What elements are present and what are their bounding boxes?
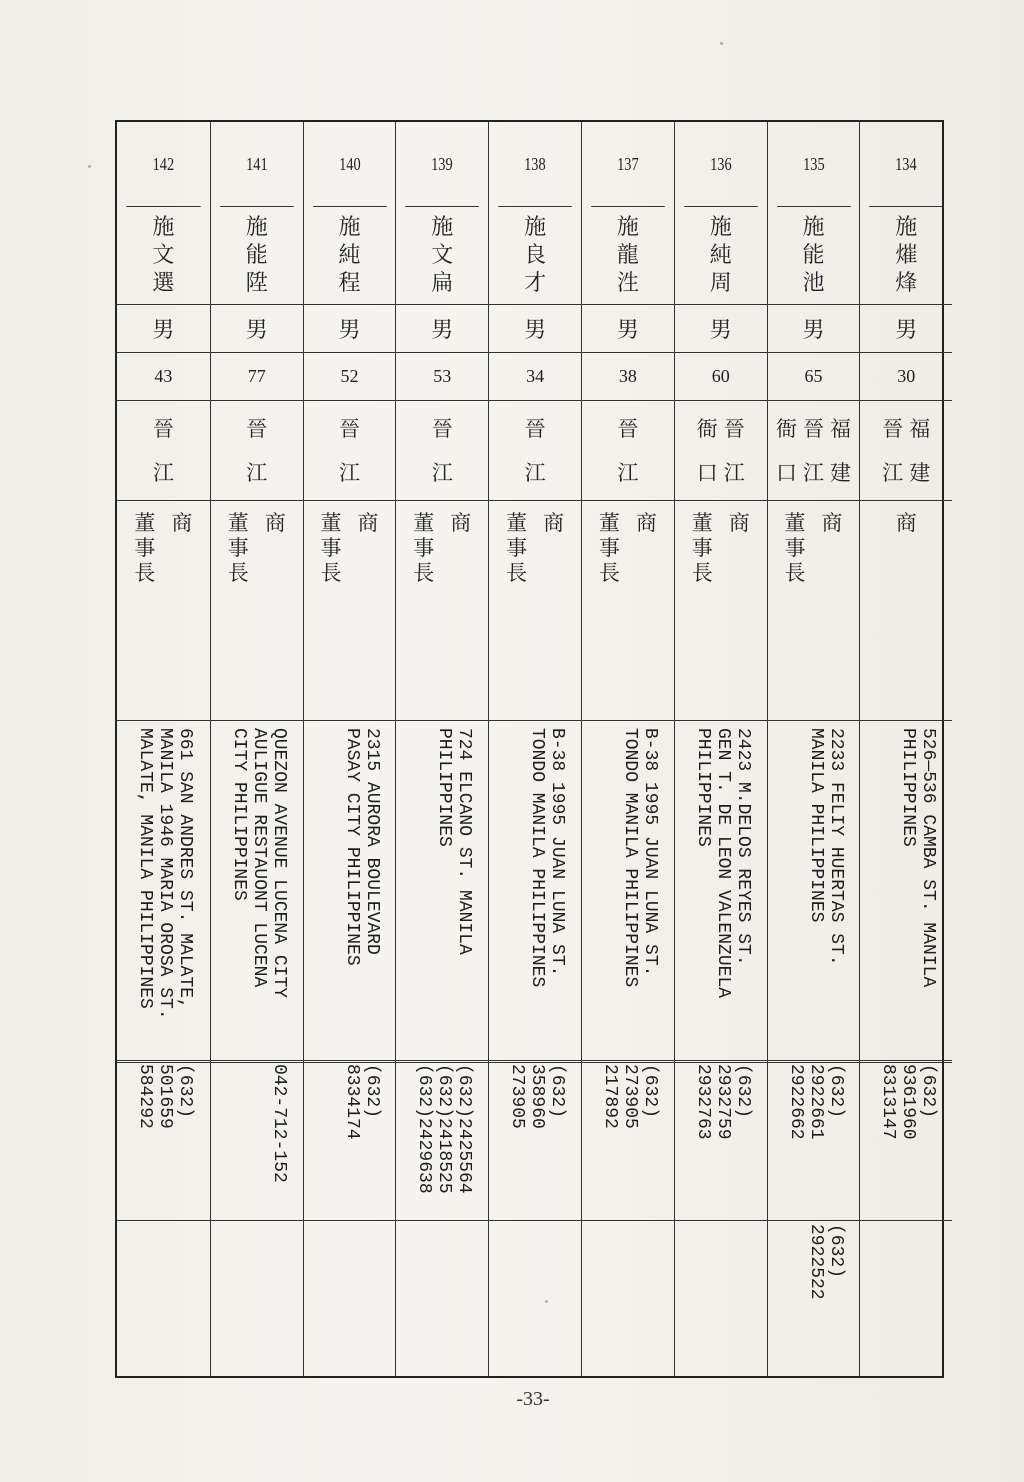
occupation-char: 董 — [598, 511, 620, 535]
occupation-column — [543, 511, 564, 536]
name-char: 施 — [895, 214, 918, 240]
text-line: (632) — [547, 1064, 568, 1119]
member-phone — [269, 1064, 289, 1183]
origin-char: 江 — [723, 460, 745, 485]
name-char: 熣 — [895, 242, 918, 268]
text-line: 2932759 — [712, 1064, 733, 1140]
table-row — [117, 122, 210, 1376]
name-char: 施 — [616, 214, 639, 240]
member-origin — [211, 401, 303, 501]
name-char: 池 — [802, 270, 825, 296]
member-age: 43 — [117, 353, 210, 401]
occupation-column — [134, 511, 155, 586]
occupation-char: 事 — [691, 536, 713, 560]
occupation-char: 董 — [413, 511, 435, 535]
text-line: QUEZON AVENUE LUCENA CITY — [268, 728, 289, 999]
text-line: (632) — [361, 1064, 382, 1119]
name-char: 文 — [431, 242, 454, 268]
name-char: 程 — [338, 270, 361, 296]
text-line: TONDO MANILA PHILIPPINES — [620, 728, 640, 988]
text-line: MALATE, MANILA PHILIPPINES — [135, 728, 155, 1009]
member-phone — [507, 1064, 567, 1129]
member-sex: 男 — [582, 305, 674, 353]
row-divider — [117, 1220, 210, 1221]
name-char: 施 — [802, 214, 825, 240]
member-address — [342, 728, 382, 966]
name-char: 純 — [709, 242, 732, 268]
origin-char: 福 — [909, 416, 931, 441]
name-char: 泩 — [616, 270, 639, 296]
origin-char: 晉 — [338, 416, 360, 441]
member-address — [806, 728, 846, 966]
text-line: MANILA PHILIPPINES — [805, 728, 826, 923]
row-divider — [860, 1220, 952, 1221]
text-line: (632) — [825, 1224, 846, 1279]
row-divider — [582, 1062, 674, 1063]
occupation-char: 董 — [506, 511, 528, 535]
member-phone — [342, 1064, 382, 1140]
member-origin — [768, 401, 860, 501]
occupation-char: 長 — [598, 561, 620, 585]
origin-column — [803, 417, 824, 485]
row-divider — [489, 1062, 581, 1063]
row-divider — [117, 1062, 210, 1063]
occupation-char: 董 — [227, 511, 249, 535]
text-line: PHILIPPINES — [434, 728, 455, 847]
occupation-char: 長 — [691, 561, 713, 585]
text-line: MANILA 1946 MARIA OROSA ST. — [155, 728, 175, 1020]
row-number: 138 — [498, 122, 571, 207]
occupation-char: 商 — [895, 511, 917, 535]
name-char: 能 — [802, 242, 825, 268]
row-number: 142 — [126, 122, 200, 207]
occupation-char: 長 — [134, 561, 156, 585]
name-char: 純 — [338, 242, 361, 268]
origin-column — [246, 417, 267, 485]
member-occupation — [582, 501, 674, 721]
member-sex: 男 — [860, 305, 952, 353]
row-divider — [675, 1062, 767, 1063]
member-sex: 男 — [489, 305, 581, 353]
member-origin — [675, 401, 767, 501]
text-line: 9361960 — [898, 1064, 919, 1140]
occupation-char: 商 — [728, 511, 750, 535]
occupation-char: 事 — [413, 536, 435, 560]
origin-char: 晉 — [246, 416, 268, 441]
text-line: GEN T. DE LEON VALENZUELA — [712, 728, 733, 999]
row-divider — [768, 1220, 860, 1221]
occupation-char: 事 — [320, 536, 342, 560]
occupation-column — [228, 511, 249, 586]
text-line: (632)2429638 — [414, 1064, 435, 1194]
row-number: 140 — [313, 122, 386, 207]
origin-column — [432, 417, 453, 485]
row-divider — [860, 1062, 952, 1063]
name-char: 良 — [524, 242, 547, 268]
name-char: 施 — [524, 214, 547, 240]
member-name — [489, 207, 581, 305]
name-char: 施 — [152, 214, 175, 240]
occupation-column — [506, 511, 527, 586]
occupation-column — [729, 511, 750, 536]
member-sex: 男 — [396, 305, 488, 353]
origin-char: 口 — [775, 460, 797, 485]
origin-char: 晉 — [882, 416, 904, 441]
text-line: 273905 — [620, 1064, 640, 1129]
row-number: 135 — [777, 122, 850, 207]
name-char: 陞 — [245, 270, 268, 296]
occupation-column — [265, 511, 286, 536]
text-line: PHILIPPINES — [692, 728, 713, 847]
name-char: 施 — [245, 214, 268, 240]
member-age: 52 — [304, 353, 396, 401]
origin-char: 江 — [617, 460, 639, 485]
text-line: 2315 AURORA BOULEVARD — [361, 728, 382, 955]
member-name — [117, 207, 210, 305]
origin-char: 衙 — [775, 416, 797, 441]
member-phone — [786, 1064, 846, 1140]
occupation-column — [171, 511, 192, 536]
row-number: 139 — [406, 122, 479, 207]
member-age: 60 — [675, 353, 767, 401]
name-char: 選 — [152, 270, 175, 296]
member-name — [396, 207, 488, 305]
occupation-char: 董 — [134, 511, 156, 535]
row-divider — [582, 1220, 674, 1221]
member-address — [693, 728, 753, 998]
occupation-char: 事 — [598, 536, 620, 560]
occupation-char: 事 — [134, 536, 156, 560]
member-address — [135, 728, 195, 1020]
text-line: B-38 1995 JUAN LUNA ST. — [640, 728, 660, 977]
origin-char: 江 — [431, 460, 453, 485]
member-phone — [135, 1064, 195, 1129]
member-age: 38 — [582, 353, 674, 401]
text-line: 358960 — [527, 1064, 548, 1129]
occupation-char: 董 — [784, 511, 806, 535]
member-occupation — [396, 501, 488, 721]
member-occupation — [768, 501, 860, 721]
origin-column — [697, 417, 718, 485]
text-line: (632) — [175, 1064, 195, 1119]
origin-char: 江 — [882, 460, 904, 485]
origin-char: 建 — [829, 460, 851, 485]
name-char: 才 — [524, 270, 547, 296]
occupation-char: 事 — [784, 536, 806, 560]
table-row — [488, 122, 581, 1376]
name-char: 扁 — [431, 270, 454, 296]
member-origin — [396, 401, 488, 501]
occupation-char: 商 — [635, 511, 657, 535]
origin-char: 江 — [246, 460, 268, 485]
occupation-char: 長 — [320, 561, 342, 585]
text-line: 217892 — [600, 1064, 620, 1129]
text-line: 2423 M.DELOS REYES ST. — [732, 728, 753, 966]
occupation-char: 長 — [227, 561, 249, 585]
member-occupation — [860, 501, 952, 721]
row-divider — [489, 1220, 581, 1221]
name-char: 施 — [338, 214, 361, 240]
text-line: AULIGUE RESTAUONT LUCENA — [248, 728, 269, 988]
occupation-char: 事 — [227, 536, 249, 560]
text-line: 584292 — [135, 1064, 155, 1129]
text-line: (632) — [732, 1064, 753, 1119]
member-address — [229, 728, 289, 998]
occupation-column — [636, 511, 657, 536]
origin-char: 江 — [524, 460, 546, 485]
origin-char: 晉 — [723, 416, 745, 441]
text-line: B-38 1995 JUAN LUNA ST. — [547, 728, 568, 977]
origin-column — [724, 417, 745, 485]
member-phone — [414, 1064, 474, 1194]
text-line: (632)2418525 — [434, 1064, 455, 1194]
table-row — [210, 122, 303, 1376]
table-row — [303, 122, 396, 1376]
text-line: 501659 — [155, 1064, 175, 1129]
member-sex: 男 — [117, 305, 210, 353]
occupation-char: 商 — [450, 511, 472, 535]
member-age: 53 — [396, 353, 488, 401]
occupation-char: 董 — [691, 511, 713, 535]
row-divider — [211, 1220, 303, 1221]
member-sex: 男 — [768, 305, 860, 353]
occupation-column — [599, 511, 620, 586]
table-row — [859, 122, 952, 1376]
page-number: -33- — [516, 1388, 550, 1410]
text-line: PASAY CITY PHILIPPINES — [341, 728, 362, 966]
text-line: 042-712-152 — [268, 1064, 289, 1183]
occupation-char: 董 — [320, 511, 342, 535]
text-line: 661 SAN ANDRES ST. MALATE, — [175, 728, 195, 1009]
name-char: 能 — [245, 242, 268, 268]
origin-char: 晉 — [617, 416, 639, 441]
table-row — [395, 122, 488, 1376]
occupation-char: 商 — [357, 511, 379, 535]
occupation-column — [450, 511, 471, 536]
text-line: (632)2425564 — [454, 1064, 475, 1194]
occupation-column — [413, 511, 434, 586]
member-name — [211, 207, 303, 305]
origin-char: 建 — [909, 460, 931, 485]
text-line: 8334174 — [341, 1064, 362, 1140]
origin-column — [882, 417, 903, 485]
member-origin — [860, 401, 952, 501]
member-phone — [600, 1064, 660, 1129]
name-char: 文 — [152, 242, 175, 268]
member-age: 65 — [768, 353, 860, 401]
origin-char: 晉 — [802, 416, 824, 441]
row-divider — [396, 1220, 488, 1221]
member-occupation — [117, 501, 210, 721]
member-origin — [304, 401, 396, 501]
row-number: 136 — [684, 122, 757, 207]
text-line: 273905 — [507, 1064, 528, 1129]
member-phone — [878, 1064, 938, 1140]
member-sex: 男 — [211, 305, 303, 353]
member-occupation — [675, 501, 767, 721]
text-line: 526—536 CAMBA ST. MANILA — [918, 728, 939, 988]
member-age: 34 — [489, 353, 581, 401]
occupation-column — [357, 511, 378, 536]
text-line: (632) — [640, 1064, 660, 1119]
row-divider — [675, 1220, 767, 1221]
member-table — [115, 120, 944, 1378]
origin-char: 江 — [802, 460, 824, 485]
member-occupation — [304, 501, 396, 721]
member-address — [898, 728, 938, 987]
origin-char: 晉 — [152, 416, 174, 441]
text-line: 2233 FELIY HUERTAS ST. — [825, 728, 846, 966]
origin-column — [830, 417, 851, 485]
name-char: 施 — [431, 214, 454, 240]
row-number: 134 — [870, 122, 943, 207]
row-divider — [396, 1062, 488, 1063]
member-origin — [117, 401, 210, 501]
origin-column — [339, 417, 360, 485]
occupation-char: 商 — [543, 511, 565, 535]
occupation-column — [896, 511, 917, 536]
text-line: 2922522 — [805, 1224, 826, 1300]
text-line: TONDO MANILA PHILIPPINES — [527, 728, 548, 988]
member-address — [434, 728, 474, 955]
table-row — [581, 122, 674, 1376]
row-number: 137 — [591, 122, 664, 207]
member-occupation — [489, 501, 581, 721]
member-name — [768, 207, 860, 305]
member-name — [304, 207, 396, 305]
member-address — [620, 728, 660, 987]
origin-char: 晉 — [431, 416, 453, 441]
occupation-char: 事 — [506, 536, 528, 560]
member-phone — [693, 1064, 753, 1140]
origin-char: 口 — [696, 460, 718, 485]
member-age: 77 — [211, 353, 303, 401]
table-row — [767, 122, 860, 1376]
origin-char: 江 — [152, 460, 174, 485]
occupation-char: 商 — [171, 511, 193, 535]
row-divider — [211, 1062, 303, 1063]
text-line: CITY PHILIPPINES — [228, 728, 249, 901]
origin-column — [153, 417, 174, 485]
origin-column — [617, 417, 638, 485]
occupation-char: 長 — [413, 561, 435, 585]
member-phone-secondary — [806, 1224, 846, 1300]
occupation-column — [821, 511, 842, 536]
origin-char: 江 — [338, 460, 360, 485]
occupation-column — [320, 511, 341, 586]
name-char: 周 — [709, 270, 732, 296]
row-divider — [304, 1220, 396, 1221]
row-divider — [768, 1062, 860, 1063]
origin-char: 福 — [829, 416, 851, 441]
text-line: 8313147 — [878, 1064, 899, 1140]
row-divider — [304, 1062, 396, 1063]
origin-column — [525, 417, 546, 485]
member-address — [527, 728, 567, 987]
occupation-column — [784, 511, 805, 586]
member-name — [675, 207, 767, 305]
origin-column — [909, 417, 930, 485]
text-line: 724 ELCANO ST. MANILA — [454, 728, 475, 955]
member-origin — [489, 401, 581, 501]
text-line: 2932763 — [692, 1064, 713, 1140]
occupation-char: 長 — [784, 561, 806, 585]
member-sex: 男 — [675, 305, 767, 353]
text-line: 2922661 — [805, 1064, 826, 1140]
text-line: (632) — [918, 1064, 939, 1119]
occupation-char: 商 — [264, 511, 286, 535]
origin-column — [776, 417, 797, 485]
table-row — [674, 122, 767, 1376]
member-origin — [582, 401, 674, 501]
origin-char: 衙 — [696, 416, 718, 441]
row-number: 141 — [220, 122, 293, 207]
member-name — [582, 207, 674, 305]
name-char: 烽 — [895, 270, 918, 296]
member-sex: 男 — [304, 305, 396, 353]
text-line: PHILIPPINES — [898, 728, 919, 847]
origin-char: 晉 — [524, 416, 546, 441]
name-char: 龍 — [616, 242, 639, 268]
member-age: 30 — [860, 353, 952, 401]
name-char: 施 — [709, 214, 732, 240]
occupation-char: 商 — [821, 511, 843, 535]
text-line: 2922662 — [785, 1064, 806, 1140]
member-name — [860, 207, 952, 305]
text-line: (632) — [825, 1064, 846, 1119]
occupation-column — [692, 511, 713, 586]
occupation-char: 長 — [506, 561, 528, 585]
member-occupation — [211, 501, 303, 721]
